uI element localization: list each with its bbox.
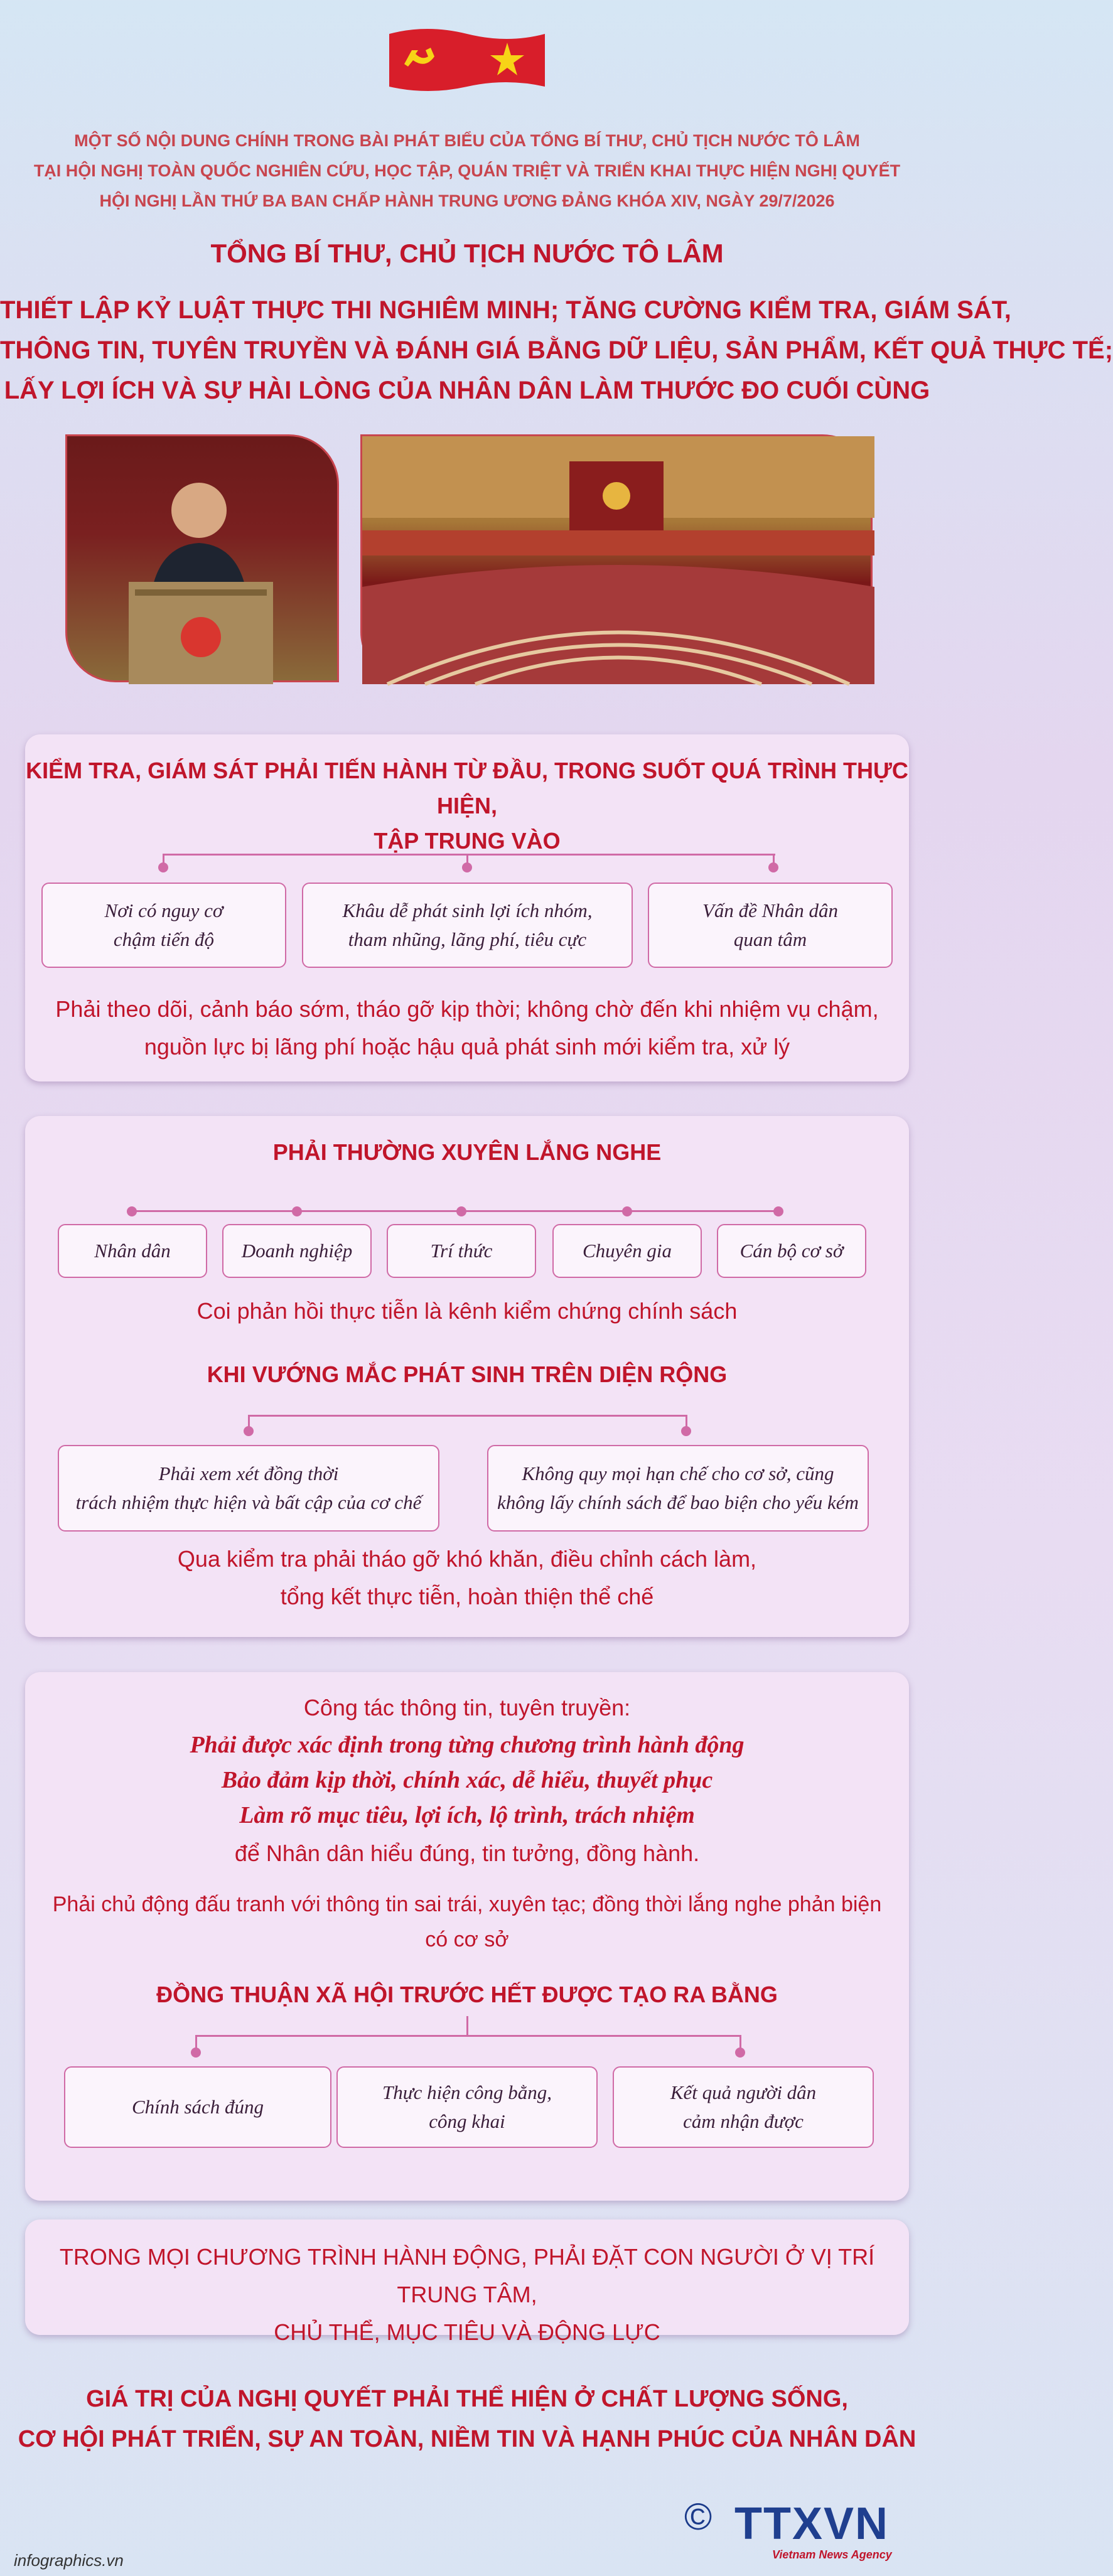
- group-box: [58, 1224, 207, 1278]
- connector-line: [163, 854, 164, 866]
- box-line: quan tâm: [733, 928, 807, 950]
- closing-line: CƠ HỘI PHÁT TRIỂN, SỰ AN TOÀN, NIỀM TIN VÀ HẠNH PHÚC CỦA NHÂN DÂN: [18, 2426, 917, 2452]
- connector-dot: [456, 1206, 466, 1216]
- box-line: trách nhiệm thực hiện và bất cập của cơ chế: [75, 1491, 422, 1513]
- connector-line: [163, 854, 775, 856]
- connector-line: [132, 1210, 778, 1212]
- connector-line: [466, 2016, 468, 2036]
- group-box: [552, 1224, 702, 1278]
- source-credit: infographics.vn: [14, 2551, 124, 2570]
- party-flag-icon: [387, 25, 547, 94]
- headline-line: LẤY LỢI ÍCH VÀ SỰ HÀI LÒNG CỦA NHÂN DÂN LÀM THƯỚC ĐO CUỐI CÙNG: [4, 377, 930, 404]
- connector-line: [773, 854, 775, 866]
- connector-dot: [191, 2047, 201, 2058]
- focus-box: [302, 883, 633, 968]
- point-line: Phải được xác định trong từng chương trình hành động: [190, 1732, 745, 1758]
- connector-line: [248, 1415, 687, 1417]
- connector-dot: [735, 2047, 745, 2058]
- section-listening-subtitle: KHI VƯỚNG MẮC PHÁT SINH TRÊN DIỆN RỘNG: [207, 1361, 728, 1387]
- box-line: Thực hiện công bằng,: [382, 2081, 552, 2103]
- connector-dot: [292, 1206, 302, 1216]
- box-line: chậm tiến độ: [113, 928, 215, 950]
- headline-line: THIẾT LẬP KỶ LUẬT THỰC THI NGHIÊM MINH; TĂNG CƯỜNG KIỂM TRA, GIÁM SÁT,: [0, 296, 1011, 324]
- text-line: TRONG MỌI CHƯƠNG TRÌNH HÀNH ĐỘNG, PHẢI ĐẶT CON NGƯỜI Ở VỊ TRÍ TRUNG TÂM,: [59, 2244, 875, 2307]
- closing-line: GIÁ TRỊ CỦA NGHỊ QUYẾT PHẢI THỂ HIỆN Ở CHẤT LƯỢNG SỐNG,: [86, 2386, 848, 2412]
- section-communication-subtitle: ĐỒNG THUẬN XÃ HỘI TRƯỚC HẾT ĐƯỢC TẠO RA BẰNG: [156, 1982, 778, 2007]
- issue-box: [487, 1445, 869, 1532]
- section-listening-title: PHẢI THƯỜNG XUYÊN LẮNG NGHE: [272, 1139, 662, 1165]
- intro-line: TẠI HỘI NGHỊ TOÀN QUỐC NGHIÊN CỨU, HỌC TẬP, QUÁN TRIỆT VÀ TRIỂN KHAI THỰC HIỆN NGHỊ QUYẾT: [33, 161, 901, 180]
- box-line: Kết quả người dân: [670, 2081, 817, 2103]
- connector-dot: [127, 1206, 137, 1216]
- box-line: không lấy chính sách để bao biện cho yếu kém: [497, 1491, 859, 1513]
- closing-statement: [0, 2379, 934, 2459]
- section-communication-tail: để Nhân dân hiểu đúng, tin tưởng, đồng hành.: [234, 1840, 700, 1866]
- text-line: CHỦ THỂ, MỤC TIÊU VÀ ĐỘNG LỰC: [274, 2319, 660, 2345]
- box-line: Nơi có nguy cơ: [104, 899, 223, 921]
- note-line: nguồn lực bị lãng phí hoặc hậu quả phát sinh mới kiểm tra, xử lý: [144, 1034, 790, 1060]
- focus-box: [41, 883, 286, 968]
- issue-box: [58, 1445, 439, 1532]
- box-line: Phải xem xét đồng thời: [158, 1462, 339, 1484]
- point-line: Làm rõ mục tiêu, lợi ích, lộ trình, trách nhiệm: [239, 1802, 695, 1828]
- section-communication-points: [25, 1727, 909, 1833]
- note-line: Phải theo dõi, cảnh báo sớm, tháo gỡ kịp thời; không chờ đến khi nhiệm vụ chậm,: [55, 996, 879, 1022]
- headline: [0, 290, 1113, 411]
- section-communication-note: [25, 1887, 909, 1957]
- section-people-centered-text: [25, 2238, 909, 2351]
- consensus-box: [336, 2066, 598, 2148]
- connector-line: [466, 854, 468, 866]
- group-box: [222, 1224, 372, 1278]
- connector-dot: [773, 1206, 783, 1216]
- box-line: cảm nhận được: [683, 2110, 804, 2132]
- assembly-hall-photo: [360, 434, 873, 682]
- group-label: Doanh nghiệp: [241, 1240, 353, 1262]
- section-inspection-title: [25, 753, 909, 859]
- box-line: tham nhũng, lãng phí, tiêu cực: [348, 928, 587, 950]
- ttxvn-logo: TTXVN: [734, 2499, 890, 2549]
- group-label: Cán bộ cơ sở: [739, 1240, 844, 1262]
- headline-line: THÔNG TIN, TUYÊN TRUYỀN VÀ ĐÁNH GIÁ BẰNG DỮ LIỆU, SẢN PHẨM, KẾT QUẢ THỰC TẾ;: [0, 336, 1113, 364]
- ttxvn-logo-subtitle: Vietnam News Agency: [772, 2548, 892, 2561]
- connector-dot: [244, 1426, 254, 1436]
- section-listening-note: Coi phản hồi thực tiễn là kênh kiểm chứng chính sách: [196, 1298, 738, 1324]
- intro-line: MỘT SỐ NỘI DUNG CHÍNH TRONG BÀI PHÁT BIỂU CỦA TỔNG BÍ THƯ, CHỦ TỊCH NƯỚC TÔ LÂM: [74, 131, 860, 150]
- group-box: [717, 1224, 866, 1278]
- speaker-photo: [65, 434, 339, 682]
- consensus-box: [613, 2066, 874, 2148]
- section-communication-lead: Công tác thông tin, tuyên truyền:: [303, 1695, 631, 1720]
- leader-title: TỔNG BÍ THƯ, CHỦ TỊCH NƯỚC TÔ LÂM: [210, 239, 724, 268]
- box-line: Khâu dễ phát sinh lợi ích nhóm,: [342, 899, 593, 921]
- copyright-icon: ©: [684, 2496, 712, 2538]
- note-line: Phải chủ động đấu tranh với thông tin sai trái, xuyên tạc; đồng thời lắng nghe phản biện: [52, 1892, 882, 1916]
- note-line: Qua kiểm tra phải tháo gỡ khó khăn, điều chỉnh cách làm,: [177, 1546, 757, 1572]
- group-box: [387, 1224, 536, 1278]
- box-line: Vấn đề Nhân dân: [702, 899, 839, 921]
- note-line: tổng kết thực tiễn, hoàn thiện thể chế: [280, 1584, 654, 1609]
- note-line: có cơ sở: [425, 1928, 509, 1951]
- intro-line: HỘI NGHỊ LẦN THỨ BA BAN CHẤP HÀNH TRUNG ƯƠNG ĐẢNG KHÓA XIV, NGÀY 29/7/2026: [99, 191, 835, 210]
- section-listening-note2: [25, 1540, 909, 1616]
- connector-dot: [622, 1206, 632, 1216]
- intro: [0, 126, 934, 216]
- title-line: KIỂM TRA, GIÁM SÁT PHẢI TIẾN HÀNH TỪ ĐẦU, TRONG SUỐT QUÁ TRÌNH THỰC HIỆN,: [26, 758, 908, 818]
- group-label: Nhân dân: [94, 1240, 171, 1262]
- consensus-box: [64, 2066, 331, 2148]
- section-inspection-note: [25, 990, 909, 1066]
- connector-line: [195, 2035, 741, 2037]
- connector-dot: [681, 1426, 691, 1436]
- title-line: TẬP TRUNG VÀO: [374, 828, 561, 854]
- group-label: Trí thức: [430, 1240, 493, 1262]
- box-line: công khai: [429, 2110, 505, 2132]
- group-label: Chuyên gia: [582, 1240, 672, 1262]
- box-line: Không quy mọi hạn chế cho cơ sở, cũng: [522, 1462, 834, 1484]
- box-line: Chính sách đúng: [131, 2096, 264, 2118]
- point-line: Bảo đảm kịp thời, chính xác, dễ hiểu, thuyết phục: [221, 1767, 713, 1793]
- focus-box: [648, 883, 893, 968]
